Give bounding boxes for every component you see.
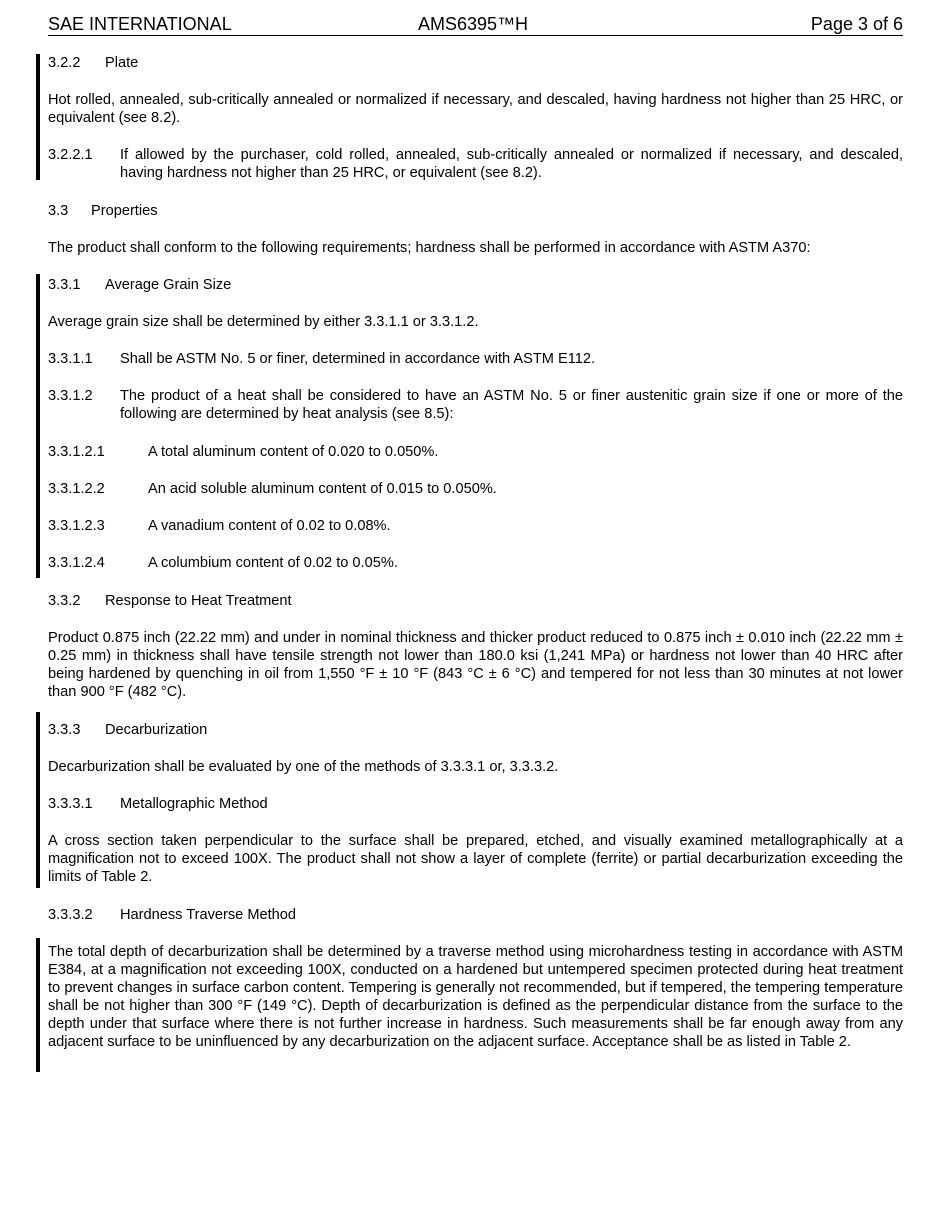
section-heading-3-3-1: 3.3.1 Average Grain Size [48,277,232,293]
section-heading-3-2-2: 3.2.2 Plate [48,55,139,71]
change-bar [36,274,40,578]
paragraph-3-3-3-1: A cross section taken perpendicular to the surface shall be prepared, etched, and visually examined metallographically at a magnification not to exceed 100X. The product shall not show a layer of complete (ferrite) or partial decarburization exceeding the limits of Table 2. [48,833,903,885]
section-3-3-1-2-1: 3.3.1.2.1 A total aluminum content of 0.020 to 0.050%. [48,444,439,460]
header-doc-number: AMS6395™H [418,14,529,34]
section-heading-3-3: 3.3 Properties [48,203,158,219]
paragraph-3-3-1: Average grain size shall be determined by either 3.3.1.1 or 3.3.1.2. [48,314,479,330]
header-org: SAE INTERNATIONAL [48,14,232,34]
paragraph-3-3-3: Decarburization shall be evaluated by one of the methods of 3.3.3.1 or, 3.3.3.2. [48,759,559,775]
change-bar [36,54,40,180]
change-bar [36,712,40,888]
paragraph-3-3-3-2: The total depth of decarburization shall be determined by a traverse method using microhardness testing in accordance with ASTM E384, at a magnification not exceeding 100X, conducted on a hardened but untempered specimen protected during heat treatment to prevent changes in surface carbon content. Tempering is generally not recommended, but if tempered, the tempering temperature shall be not higher than 300 °F (149 °C). Depth of decarburization is defined as the perpendicular distance from the surface to the depth under that surface where there is not further increase in hardness. Such measurements shall be far enough away from any adjacent surface to be uninfluenced by any decarburization on the adjacent surface. Acceptance shall be as listed in Table 2. [48,944,903,1050]
header-page-number: Page 3 of 6 [810,14,903,34]
paragraph-3-3-2: Product 0.875 inch (22.22 mm) and under in nominal thickness and thicker product reduced to 0.875 inch ± 0.010 inch (22.22 mm ± 0.25 mm) in thickness shall have tensile strength not lower than 180.0 ksi (1,241 MPa) or hardness not lower than 40 HRC after being hardened by quenching in oil from 1,550 °F ± 10 °F (843 °C ± 6 °C) and tempered for not less than 30 minutes at not lower than 900 °F (482 °C). [48,630,903,700]
section-heading-3-3-3-1: 3.3.3.1 Metallographic Method [48,796,268,812]
section-3-3-1-2-4: 3.3.1.2.4 A columbium content of 0.02 to 0.05%. [48,555,398,571]
section-3-3-1-2-2: 3.3.1.2.2 An acid soluble aluminum content of 0.015 to 0.050%. [48,481,497,497]
change-bar [36,938,40,1072]
paragraph-3-2-2: Hot rolled, annealed, sub-critically annealed or normalized if necessary, and descaled, having hardness not higher than 25 HRC, or equivalent (see 8.2). [48,92,903,126]
section-3-2-2-1: 3.2.2.1 If allowed by the purchaser, cold rolled, annealed, sub-critically annealed or normalized if necessary, and descaled, having hardness not higher than 25 HRC, or equivalent (see 8.2). [48,147,903,181]
page-header [48,13,903,36]
section-3-3-1-2: 3.3.1.2 The product of a heat shall be considered to have an ASTM No. 5 or finer austenitic grain size if one or more of the following are determined by heat analysis (see 8.5): [48,388,903,422]
section-heading-3-3-3-2: 3.3.3.2 Hardness Traverse Method [48,907,297,923]
section-3-3-1-1: 3.3.1.1 Shall be ASTM No. 5 or finer, determined in accordance with ASTM E112. [48,351,596,367]
section-heading-3-3-3: 3.3.3 Decarburization [48,722,208,738]
paragraph-3-3: The product shall conform to the following requirements; hardness shall be performed in accordance with ASTM A370: [48,240,811,256]
section-heading-3-3-2: 3.3.2 Response to Heat Treatment [48,593,292,609]
section-3-3-1-2-3: 3.3.1.2.3 A vanadium content of 0.02 to 0.08%. [48,518,391,534]
